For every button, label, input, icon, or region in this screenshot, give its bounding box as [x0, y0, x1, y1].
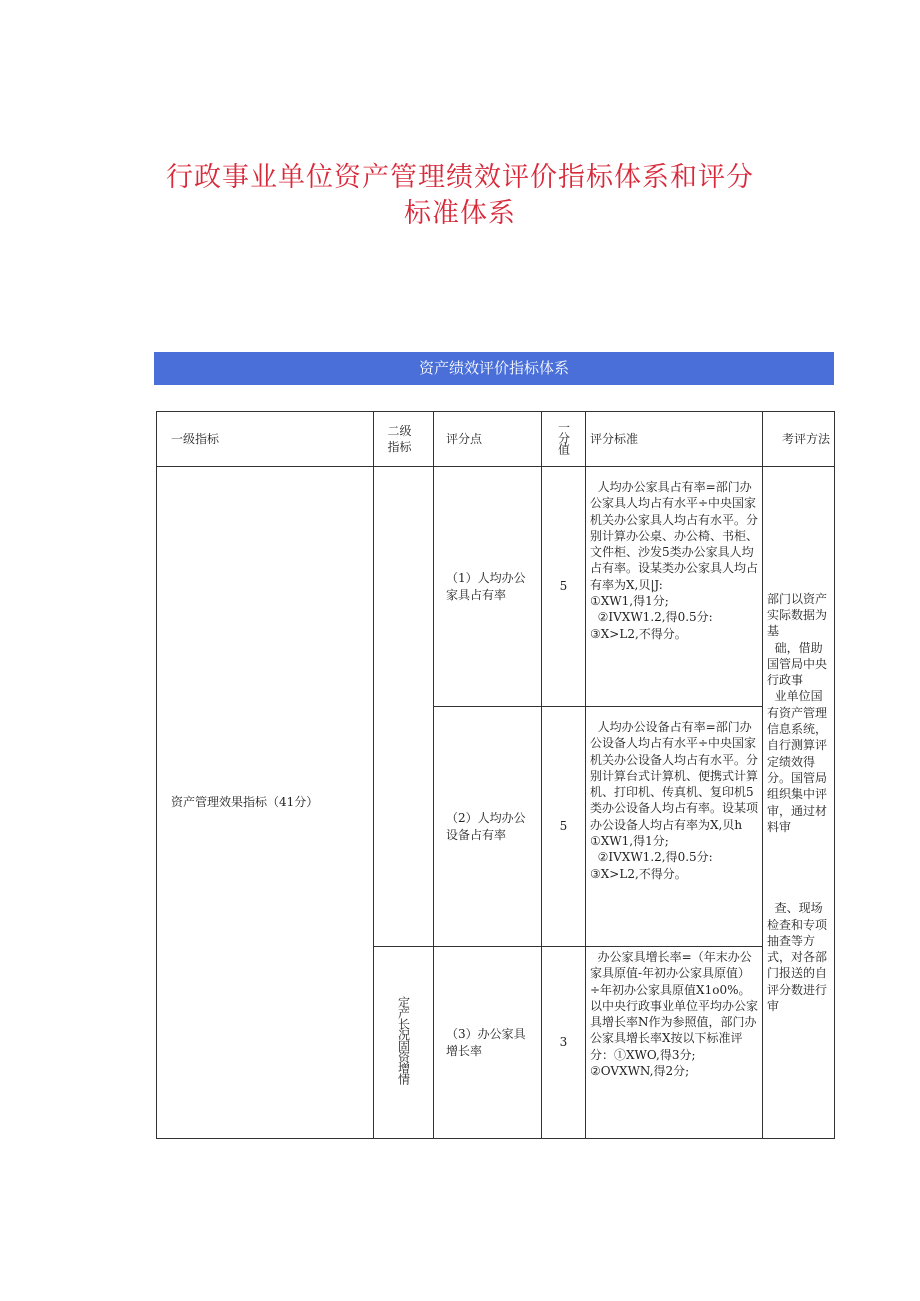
level2-cell [374, 947, 434, 1139]
row3-standard-text: 办公家具增长率=（年末办公家具原值-年初办公家具原值）÷年初办公家具原值X1o0%。以中央行政事业单位平均办公家具增长率N作为参照值，部门办公家具增长率X按以下标准评分：①XWO,得3分; ②OVXWN,得2分; [590, 950, 759, 1079]
table-header-row [157, 412, 835, 467]
header-score [542, 412, 586, 467]
level1-cell: 资产管理效果指标（41分） [157, 467, 374, 1139]
row3-standard [586, 947, 763, 1139]
header-level2 [374, 412, 434, 467]
header-standard: 评分标准 [586, 412, 763, 467]
header-score-text: 一分值 [556, 421, 571, 454]
table-row [157, 467, 835, 707]
row2-score: 5 [542, 707, 586, 947]
row3-score: 3 [542, 947, 586, 1139]
section-banner: 资产绩效评价指标体系 [154, 352, 834, 385]
title-line-2: 标准体系 [404, 198, 516, 229]
header-level2-text: 二级指标 [387, 423, 412, 454]
row2-point: （2）人均办公设备占有率 [434, 707, 542, 947]
title-line-1: 行政事业单位资产管理绩效评价指标体系和评分 [166, 162, 754, 193]
header-point: 评分点 [434, 412, 542, 467]
level2-empty-cell [374, 467, 434, 947]
row3-point: （3）办公家具增长率 [434, 947, 542, 1139]
indicator-table [156, 411, 835, 1139]
row1-point: （1）人均办公家具占有率 [434, 467, 542, 707]
level2-text: 定产长况固资增情 [396, 996, 411, 1085]
row1-score: 5 [542, 467, 586, 707]
row2-standard-text: 人均办公设备占有率=部门办公设备人均占有水平÷中央国家机关办公设备人均占有水平。分别计算台式计算机、便携式计算机、打印机、传真机、复印机5类办公设备人均占有率。设某项办公设备人均占有率为X,贝h ①XW1,得1分; ②IVXW1.2,得0.5分: ③X>L2,不得分。 [590, 720, 759, 881]
row1-standard [586, 467, 763, 707]
method-cell [763, 467, 835, 1139]
row1-standard-text: 人均办公家具占有率=部门办公家具人均占有水平÷中央国家机关办公家具人均占有水平。分别计算办公桌、办公椅、书柜、文件柜、沙发5类办公家具人均占有率。设某类办公家具人均占有率为X,贝|J: ①XW1,得1分; ②IVXW1.2,得0.5分: ③X>L2,不得分。 [590, 480, 759, 641]
row2-standard [586, 707, 763, 947]
header-level1: 一级指标 [157, 412, 374, 467]
header-method: 考评方法 [763, 412, 835, 467]
document-title [0, 160, 920, 232]
method-text: 部门以资产实际数据为基 础，借助国管局中央行政事 业单位国有资产管理信息系统，自行测算评定绩效得分。国管局组织集中评审，通过材料审 查、现场检查和专项抽查等方式，对各部门报送的自评分数进行审 [767, 591, 828, 1014]
